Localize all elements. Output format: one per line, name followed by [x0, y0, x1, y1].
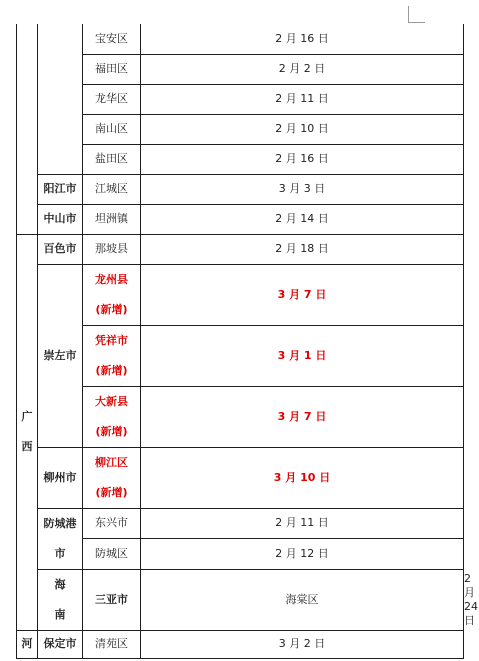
table-row	[17, 84, 464, 114]
date-cell: 2 月 16 日	[141, 24, 464, 54]
province-cell	[17, 24, 38, 234]
new-tag: (新增)	[95, 485, 128, 499]
district-cell: 南山区	[83, 114, 141, 144]
table-row	[17, 204, 464, 234]
province-cell: 河	[17, 630, 38, 658]
district-cell: 那坡县	[83, 234, 141, 264]
district-cell: 坦洲镇	[83, 204, 141, 234]
district-name: 柳江区	[95, 455, 128, 469]
table-row	[17, 114, 464, 144]
district-name: 大新县	[95, 394, 128, 408]
table-row	[17, 630, 464, 658]
city-name: 市	[54, 546, 66, 560]
city-cell: 中山市	[38, 204, 83, 234]
date-cell: 3 月 1 日	[141, 325, 464, 386]
district-cell: 清苑区	[83, 630, 141, 658]
table-row	[17, 144, 464, 174]
district-name: 龙州县	[95, 272, 128, 286]
province-char: 南	[54, 607, 66, 621]
city-cell	[38, 24, 83, 174]
table-row	[17, 174, 464, 204]
table-row	[17, 386, 464, 447]
city-cell: 崇左市	[38, 264, 83, 447]
outbreak-table	[16, 24, 478, 659]
table-row	[17, 447, 464, 508]
district-cell: 盐田区	[83, 144, 141, 174]
date-cell: 2 月 18 日	[141, 234, 464, 264]
date-cell: 2 月 11 日	[141, 508, 464, 539]
district-cell: 防城区	[83, 539, 141, 570]
district-cell: 龙华区	[83, 84, 141, 114]
table-row	[17, 508, 464, 539]
date-cell: 2 月 14 日	[141, 204, 464, 234]
city-cell	[38, 508, 83, 569]
new-tag: (新增)	[95, 363, 128, 377]
date-cell: 2 月 2 日	[141, 54, 464, 84]
province-char: 海	[54, 577, 66, 591]
table-row	[17, 539, 464, 570]
date-cell: 3 月 10 日	[141, 447, 464, 508]
district-cell: 东兴市	[83, 508, 141, 539]
city-cell: 三亚市	[83, 569, 141, 630]
city-cell: 百色市	[38, 234, 83, 264]
table-row	[17, 325, 464, 386]
district-cell	[83, 386, 141, 447]
new-tag: (新增)	[95, 302, 128, 316]
district-cell: 宝安区	[83, 24, 141, 54]
table-row	[17, 24, 464, 54]
district-cell: 福田区	[83, 54, 141, 84]
district-cell: 江城区	[83, 174, 141, 204]
date-cell: 3 月 2 日	[141, 630, 464, 658]
new-tag: (新增)	[95, 424, 128, 438]
date-cell: 2 月 16 日	[141, 144, 464, 174]
table-row	[17, 264, 464, 325]
city-name: 防城港	[43, 516, 77, 530]
province-char: 广	[21, 410, 33, 423]
city-cell: 保定市	[38, 630, 83, 658]
city-cell: 柳州市	[38, 447, 83, 508]
district-cell	[83, 264, 141, 325]
province-cell	[38, 569, 83, 630]
date-cell: 2 月 10 日	[141, 114, 464, 144]
page-corner-mark	[408, 6, 425, 23]
district-cell: 海棠区	[141, 569, 464, 630]
district-cell	[83, 325, 141, 386]
province-char: 西	[21, 440, 33, 453]
table-row	[17, 54, 464, 84]
date-cell: 2 月 12 日	[141, 539, 464, 570]
table-row	[17, 234, 464, 264]
date-cell: 3 月 3 日	[141, 174, 464, 204]
city-cell: 阳江市	[38, 174, 83, 204]
province-cell	[17, 234, 38, 630]
district-cell	[83, 447, 141, 508]
date-cell: 2 月 11 日	[141, 84, 464, 114]
date-cell: 3 月 7 日	[141, 386, 464, 447]
table-row: 海 南 三亚市 海棠区 2 月 24 日	[17, 569, 464, 630]
district-name: 凭祥市	[95, 333, 128, 347]
date-cell: 3 月 7 日	[141, 264, 464, 325]
